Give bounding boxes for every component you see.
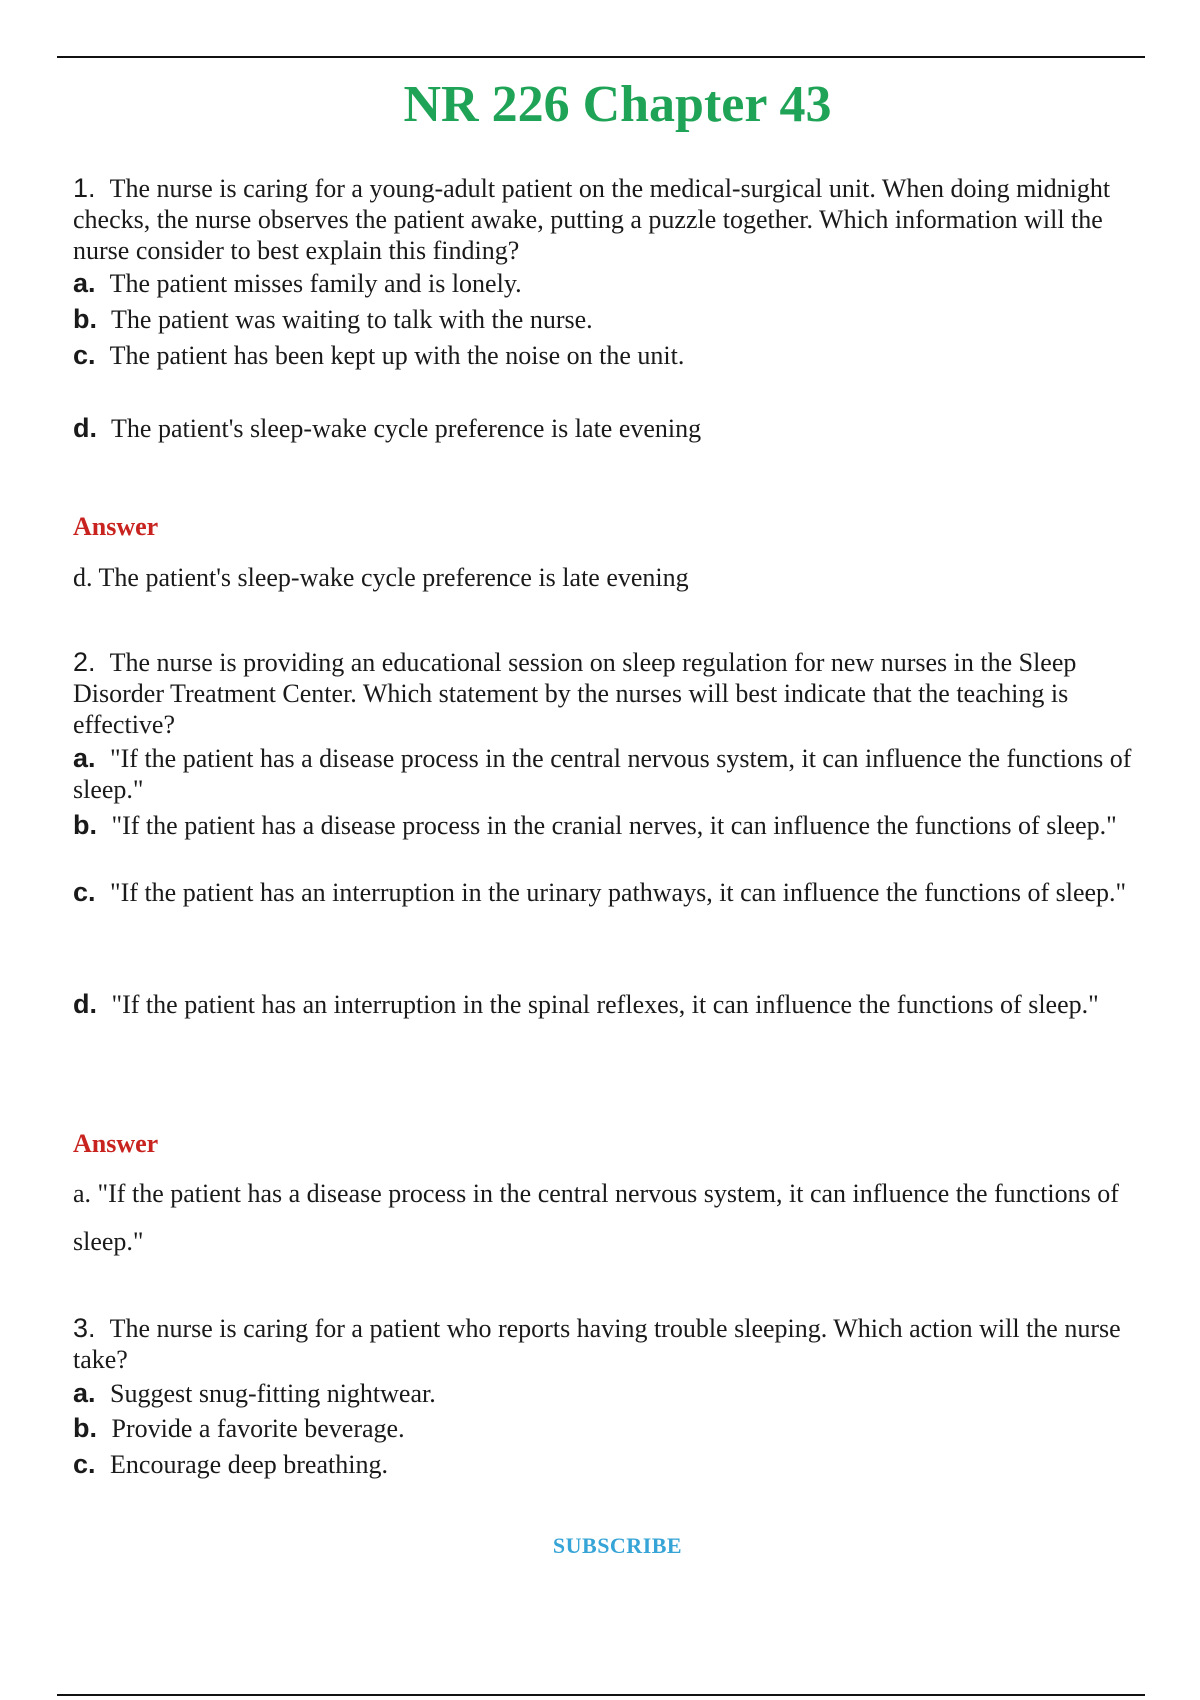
q2-option-d (73, 980, 1143, 1029)
q2-answer-heading: Answer (73, 1129, 159, 1158)
option-label: a. (73, 743, 96, 773)
option-text: "If the patient has a disease process in the cranial nerves, it can influence the functions of sleep." (111, 811, 1117, 840)
option-label: a. (73, 268, 96, 298)
q1-option-d (73, 413, 1143, 444)
page-title: NR 226 Chapter 43 (403, 76, 832, 133)
option-text: The patient misses family and is lonely. (109, 269, 522, 298)
q2-answer-text: a. "If the patient has a disease process in the central nervous system, it can influence the functions of sleep." (73, 1179, 1119, 1256)
question-number: 1. (73, 173, 96, 203)
question-2 (73, 647, 1143, 740)
option-text: Encourage deep breathing. (110, 1450, 388, 1479)
option-text: Suggest snug-fitting nightwear. (110, 1379, 436, 1408)
question-text: The nurse is caring for a young-adult patient on the medical-surgical unit. When doing midnight checks, the nurse observes the patient awake, putting a puzzle together. Which information will the nurse consider to best explain this finding? (73, 174, 1111, 265)
q3-option-a (73, 1378, 1143, 1409)
option-text: "If the patient has a disease process in the central nervous system, it can influence the functions of sleep." (73, 744, 1132, 804)
option-label: d. (73, 413, 97, 443)
q2-option-c (73, 877, 1143, 908)
question-number: 2. (73, 647, 96, 677)
subscribe-link[interactable]: SUBSCRIBE (552, 1533, 683, 1558)
option-label: c. (73, 340, 96, 370)
option-label: c. (73, 1449, 96, 1479)
q3-option-c (73, 1449, 1143, 1480)
option-text: The patient has been kept up with the noise on the unit. (109, 341, 685, 370)
q3-option-b (73, 1413, 1143, 1444)
question-3 (73, 1313, 1143, 1375)
q1-answer-text: d. The patient's sleep-wake cycle preference is late evening (73, 563, 689, 592)
question-text: The nurse is providing an educational session on sleep regulation for new nurses in the Sleep Disorder Treatment Center. Which statement by the nurses will best indicate that the teaching is effective? (73, 648, 1077, 739)
option-text: The patient was waiting to talk with the nurse. (111, 305, 593, 334)
q2-option-a (73, 743, 1143, 805)
option-text: The patient's sleep-wake cycle preference is late evening (111, 414, 702, 443)
option-label: b. (73, 810, 97, 840)
q1-option-a (73, 268, 1143, 299)
option-label: c. (73, 877, 96, 907)
top-rule (57, 56, 1145, 58)
option-label: a. (73, 1378, 96, 1408)
option-label: d. (73, 989, 97, 1019)
bottom-rule (57, 1694, 1145, 1696)
option-label: b. (73, 304, 97, 334)
question-text: The nurse is caring for a patient who reports having trouble sleeping. Which action will the nurse take? (73, 1314, 1121, 1374)
q1-answer-heading: Answer (73, 512, 159, 541)
option-text: "If the patient has an interruption in the urinary pathways, it can influence the functions of sleep." (110, 878, 1127, 907)
q1-option-b (73, 304, 1143, 335)
option-text: "If the patient has an interruption in the spinal reflexes, it can influence the functions of sleep." (111, 990, 1099, 1019)
question-1 (73, 173, 1143, 266)
question-number: 3. (73, 1313, 96, 1343)
option-label: b. (73, 1413, 97, 1443)
q2-option-b (73, 810, 1143, 841)
q1-option-c (73, 340, 1143, 371)
option-text: Provide a favorite beverage. (111, 1414, 405, 1443)
